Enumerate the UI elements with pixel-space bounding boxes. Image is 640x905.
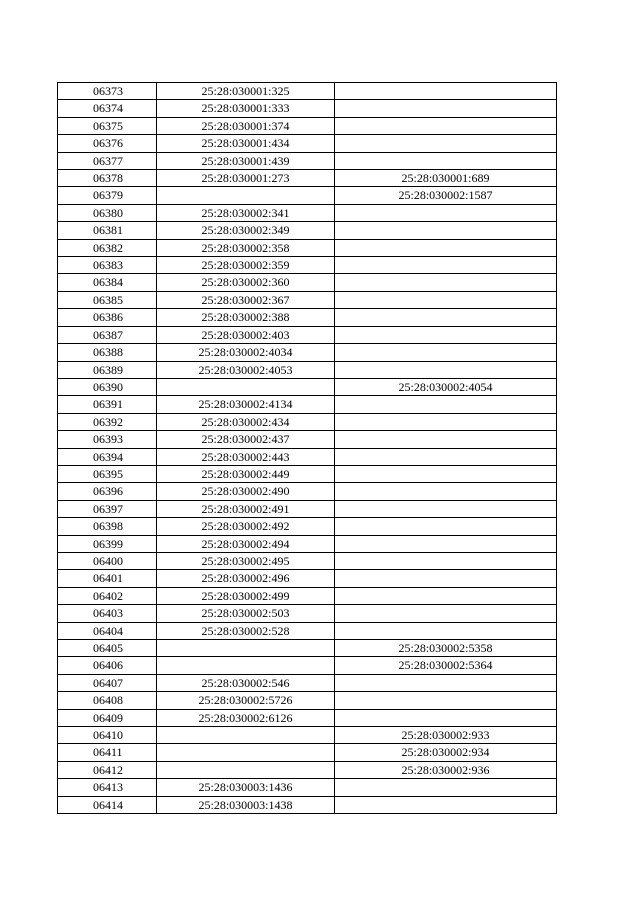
row-number-cell: 06387 [58, 326, 157, 343]
row-number-cell: 06411 [58, 744, 157, 761]
cadastral-number-cell: 25:28:030002:4053 [157, 361, 335, 378]
row-number-cell: 06382 [58, 239, 157, 256]
row-number-cell: 06374 [58, 100, 157, 117]
table-row [58, 483, 557, 500]
cadastral-number-cell: 25:28:030002:434 [157, 413, 335, 430]
related-cadastral-number-cell [335, 291, 557, 308]
related-cadastral-number-cell [335, 257, 557, 274]
table-row [58, 257, 557, 274]
related-cadastral-number-cell [335, 605, 557, 622]
cadastral-number-cell: 25:28:030002:443 [157, 448, 335, 465]
cadastral-number-cell: 25:28:030002:403 [157, 326, 335, 343]
cadastral-number-cell: 25:28:030002:494 [157, 535, 335, 552]
row-number-cell: 06408 [58, 692, 157, 709]
table-row [58, 274, 557, 291]
table-row [58, 396, 557, 413]
cadastral-number-cell: 25:28:030002:5726 [157, 692, 335, 709]
row-number-cell: 06401 [58, 570, 157, 587]
row-number-cell: 06385 [58, 291, 157, 308]
cadastral-number-cell: 25:28:030002:360 [157, 274, 335, 291]
table-row [58, 187, 557, 204]
cadastral-number-cell [157, 744, 335, 761]
row-number-cell: 06389 [58, 361, 157, 378]
related-cadastral-number-cell: 25:28:030001:689 [335, 170, 557, 187]
row-number-cell: 06405 [58, 640, 157, 657]
row-number-cell: 06384 [58, 274, 157, 291]
table-row [58, 622, 557, 639]
cadastral-number-cell: 25:28:030002:6126 [157, 709, 335, 726]
cadastral-number-cell: 25:28:030002:367 [157, 291, 335, 308]
row-number-cell: 06398 [58, 518, 157, 535]
row-number-cell: 06394 [58, 448, 157, 465]
row-number-cell: 06386 [58, 309, 157, 326]
row-number-cell: 06395 [58, 465, 157, 482]
related-cadastral-number-cell [335, 796, 557, 813]
cadastral-number-cell: 25:28:030002:546 [157, 674, 335, 691]
cadastral-number-cell: 25:28:030001:333 [157, 100, 335, 117]
row-number-cell: 06409 [58, 709, 157, 726]
table-row [58, 291, 557, 308]
document-page [57, 82, 557, 814]
table-row [58, 117, 557, 134]
row-number-cell: 06388 [58, 344, 157, 361]
table-row [58, 431, 557, 448]
cadastral-number-cell: 25:28:030002:495 [157, 552, 335, 569]
cadastral-number-cell: 25:28:030003:1438 [157, 796, 335, 813]
related-cadastral-number-cell [335, 431, 557, 448]
cadastral-number-cell: 25:28:030002:358 [157, 239, 335, 256]
related-cadastral-number-cell [335, 204, 557, 221]
related-cadastral-number-cell [335, 587, 557, 604]
cadastral-number-cell: 25:28:030003:1436 [157, 779, 335, 796]
table-row [58, 344, 557, 361]
registry-table [57, 82, 557, 814]
row-number-cell: 06412 [58, 761, 157, 778]
related-cadastral-number-cell: 25:28:030002:933 [335, 727, 557, 744]
row-number-cell: 06397 [58, 500, 157, 517]
related-cadastral-number-cell [335, 692, 557, 709]
table-row [58, 361, 557, 378]
cadastral-number-cell: 25:28:030001:325 [157, 83, 335, 100]
table-row [58, 170, 557, 187]
table-row [58, 779, 557, 796]
table-row [58, 674, 557, 691]
related-cadastral-number-cell: 25:28:030002:5358 [335, 640, 557, 657]
cadastral-number-cell [157, 657, 335, 674]
cadastral-number-cell: 25:28:030001:434 [157, 135, 335, 152]
table-row [58, 309, 557, 326]
cadastral-number-cell: 25:28:030002:499 [157, 587, 335, 604]
registry-table-body [58, 83, 557, 814]
table-row [58, 605, 557, 622]
table-row [58, 204, 557, 221]
related-cadastral-number-cell [335, 222, 557, 239]
related-cadastral-number-cell [335, 309, 557, 326]
row-number-cell: 06381 [58, 222, 157, 239]
related-cadastral-number-cell [335, 100, 557, 117]
related-cadastral-number-cell [335, 552, 557, 569]
cadastral-number-cell: 25:28:030001:273 [157, 170, 335, 187]
related-cadastral-number-cell: 25:28:030002:5364 [335, 657, 557, 674]
table-row [58, 100, 557, 117]
row-number-cell: 06410 [58, 727, 157, 744]
related-cadastral-number-cell [335, 344, 557, 361]
cadastral-number-cell: 25:28:030002:388 [157, 309, 335, 326]
cadastral-number-cell: 25:28:030002:492 [157, 518, 335, 535]
related-cadastral-number-cell [335, 83, 557, 100]
related-cadastral-number-cell [335, 518, 557, 535]
row-number-cell: 06391 [58, 396, 157, 413]
row-number-cell: 06413 [58, 779, 157, 796]
cadastral-number-cell: 25:28:030002:503 [157, 605, 335, 622]
row-number-cell: 06373 [58, 83, 157, 100]
cadastral-number-cell: 25:28:030002:496 [157, 570, 335, 587]
cadastral-number-cell: 25:28:030002:4134 [157, 396, 335, 413]
cadastral-number-cell [157, 187, 335, 204]
cadastral-number-cell: 25:28:030002:491 [157, 500, 335, 517]
row-number-cell: 06393 [58, 431, 157, 448]
table-row [58, 535, 557, 552]
cadastral-number-cell: 25:28:030002:359 [157, 257, 335, 274]
related-cadastral-number-cell [335, 274, 557, 291]
related-cadastral-number-cell [335, 135, 557, 152]
row-number-cell: 06376 [58, 135, 157, 152]
cadastral-number-cell [157, 727, 335, 744]
related-cadastral-number-cell [335, 448, 557, 465]
row-number-cell: 06392 [58, 413, 157, 430]
table-row [58, 744, 557, 761]
related-cadastral-number-cell: 25:28:030002:1587 [335, 187, 557, 204]
table-row [58, 83, 557, 100]
cadastral-number-cell: 25:28:030002:4034 [157, 344, 335, 361]
row-number-cell: 06383 [58, 257, 157, 274]
cadastral-number-cell [157, 378, 335, 395]
related-cadastral-number-cell [335, 326, 557, 343]
cadastral-number-cell: 25:28:030001:439 [157, 152, 335, 169]
row-number-cell: 06377 [58, 152, 157, 169]
related-cadastral-number-cell [335, 465, 557, 482]
related-cadastral-number-cell: 25:28:030002:4054 [335, 378, 557, 395]
related-cadastral-number-cell [335, 361, 557, 378]
table-row [58, 465, 557, 482]
cadastral-number-cell: 25:28:030002:349 [157, 222, 335, 239]
table-row [58, 570, 557, 587]
cadastral-number-cell: 25:28:030002:490 [157, 483, 335, 500]
table-row [58, 448, 557, 465]
table-row [58, 239, 557, 256]
table-row [58, 552, 557, 569]
related-cadastral-number-cell [335, 570, 557, 587]
row-number-cell: 06390 [58, 378, 157, 395]
related-cadastral-number-cell [335, 674, 557, 691]
related-cadastral-number-cell [335, 500, 557, 517]
related-cadastral-number-cell [335, 152, 557, 169]
table-row [58, 587, 557, 604]
table-row [58, 518, 557, 535]
row-number-cell: 06399 [58, 535, 157, 552]
related-cadastral-number-cell [335, 779, 557, 796]
cadastral-number-cell: 25:28:030002:437 [157, 431, 335, 448]
table-row [58, 378, 557, 395]
row-number-cell: 06406 [58, 657, 157, 674]
table-row [58, 657, 557, 674]
table-row [58, 796, 557, 813]
related-cadastral-number-cell: 25:28:030002:934 [335, 744, 557, 761]
table-row [58, 326, 557, 343]
row-number-cell: 06375 [58, 117, 157, 134]
table-row [58, 500, 557, 517]
table-row [58, 709, 557, 726]
row-number-cell: 06414 [58, 796, 157, 813]
row-number-cell: 06407 [58, 674, 157, 691]
related-cadastral-number-cell [335, 117, 557, 134]
related-cadastral-number-cell [335, 239, 557, 256]
table-row [58, 727, 557, 744]
table-row [58, 692, 557, 709]
related-cadastral-number-cell [335, 483, 557, 500]
related-cadastral-number-cell [335, 535, 557, 552]
table-row [58, 152, 557, 169]
table-row [58, 135, 557, 152]
row-number-cell: 06396 [58, 483, 157, 500]
table-row [58, 413, 557, 430]
table-row [58, 222, 557, 239]
related-cadastral-number-cell [335, 709, 557, 726]
related-cadastral-number-cell: 25:28:030002:936 [335, 761, 557, 778]
cadastral-number-cell: 25:28:030002:341 [157, 204, 335, 221]
table-row [58, 761, 557, 778]
table-row [58, 640, 557, 657]
row-number-cell: 06402 [58, 587, 157, 604]
cadastral-number-cell: 25:28:030002:449 [157, 465, 335, 482]
row-number-cell: 06378 [58, 170, 157, 187]
row-number-cell: 06400 [58, 552, 157, 569]
row-number-cell: 06379 [58, 187, 157, 204]
related-cadastral-number-cell [335, 622, 557, 639]
related-cadastral-number-cell [335, 413, 557, 430]
related-cadastral-number-cell [335, 396, 557, 413]
row-number-cell: 06403 [58, 605, 157, 622]
cadastral-number-cell [157, 761, 335, 778]
cadastral-number-cell [157, 640, 335, 657]
cadastral-number-cell: 25:28:030002:528 [157, 622, 335, 639]
row-number-cell: 06380 [58, 204, 157, 221]
row-number-cell: 06404 [58, 622, 157, 639]
cadastral-number-cell: 25:28:030001:374 [157, 117, 335, 134]
